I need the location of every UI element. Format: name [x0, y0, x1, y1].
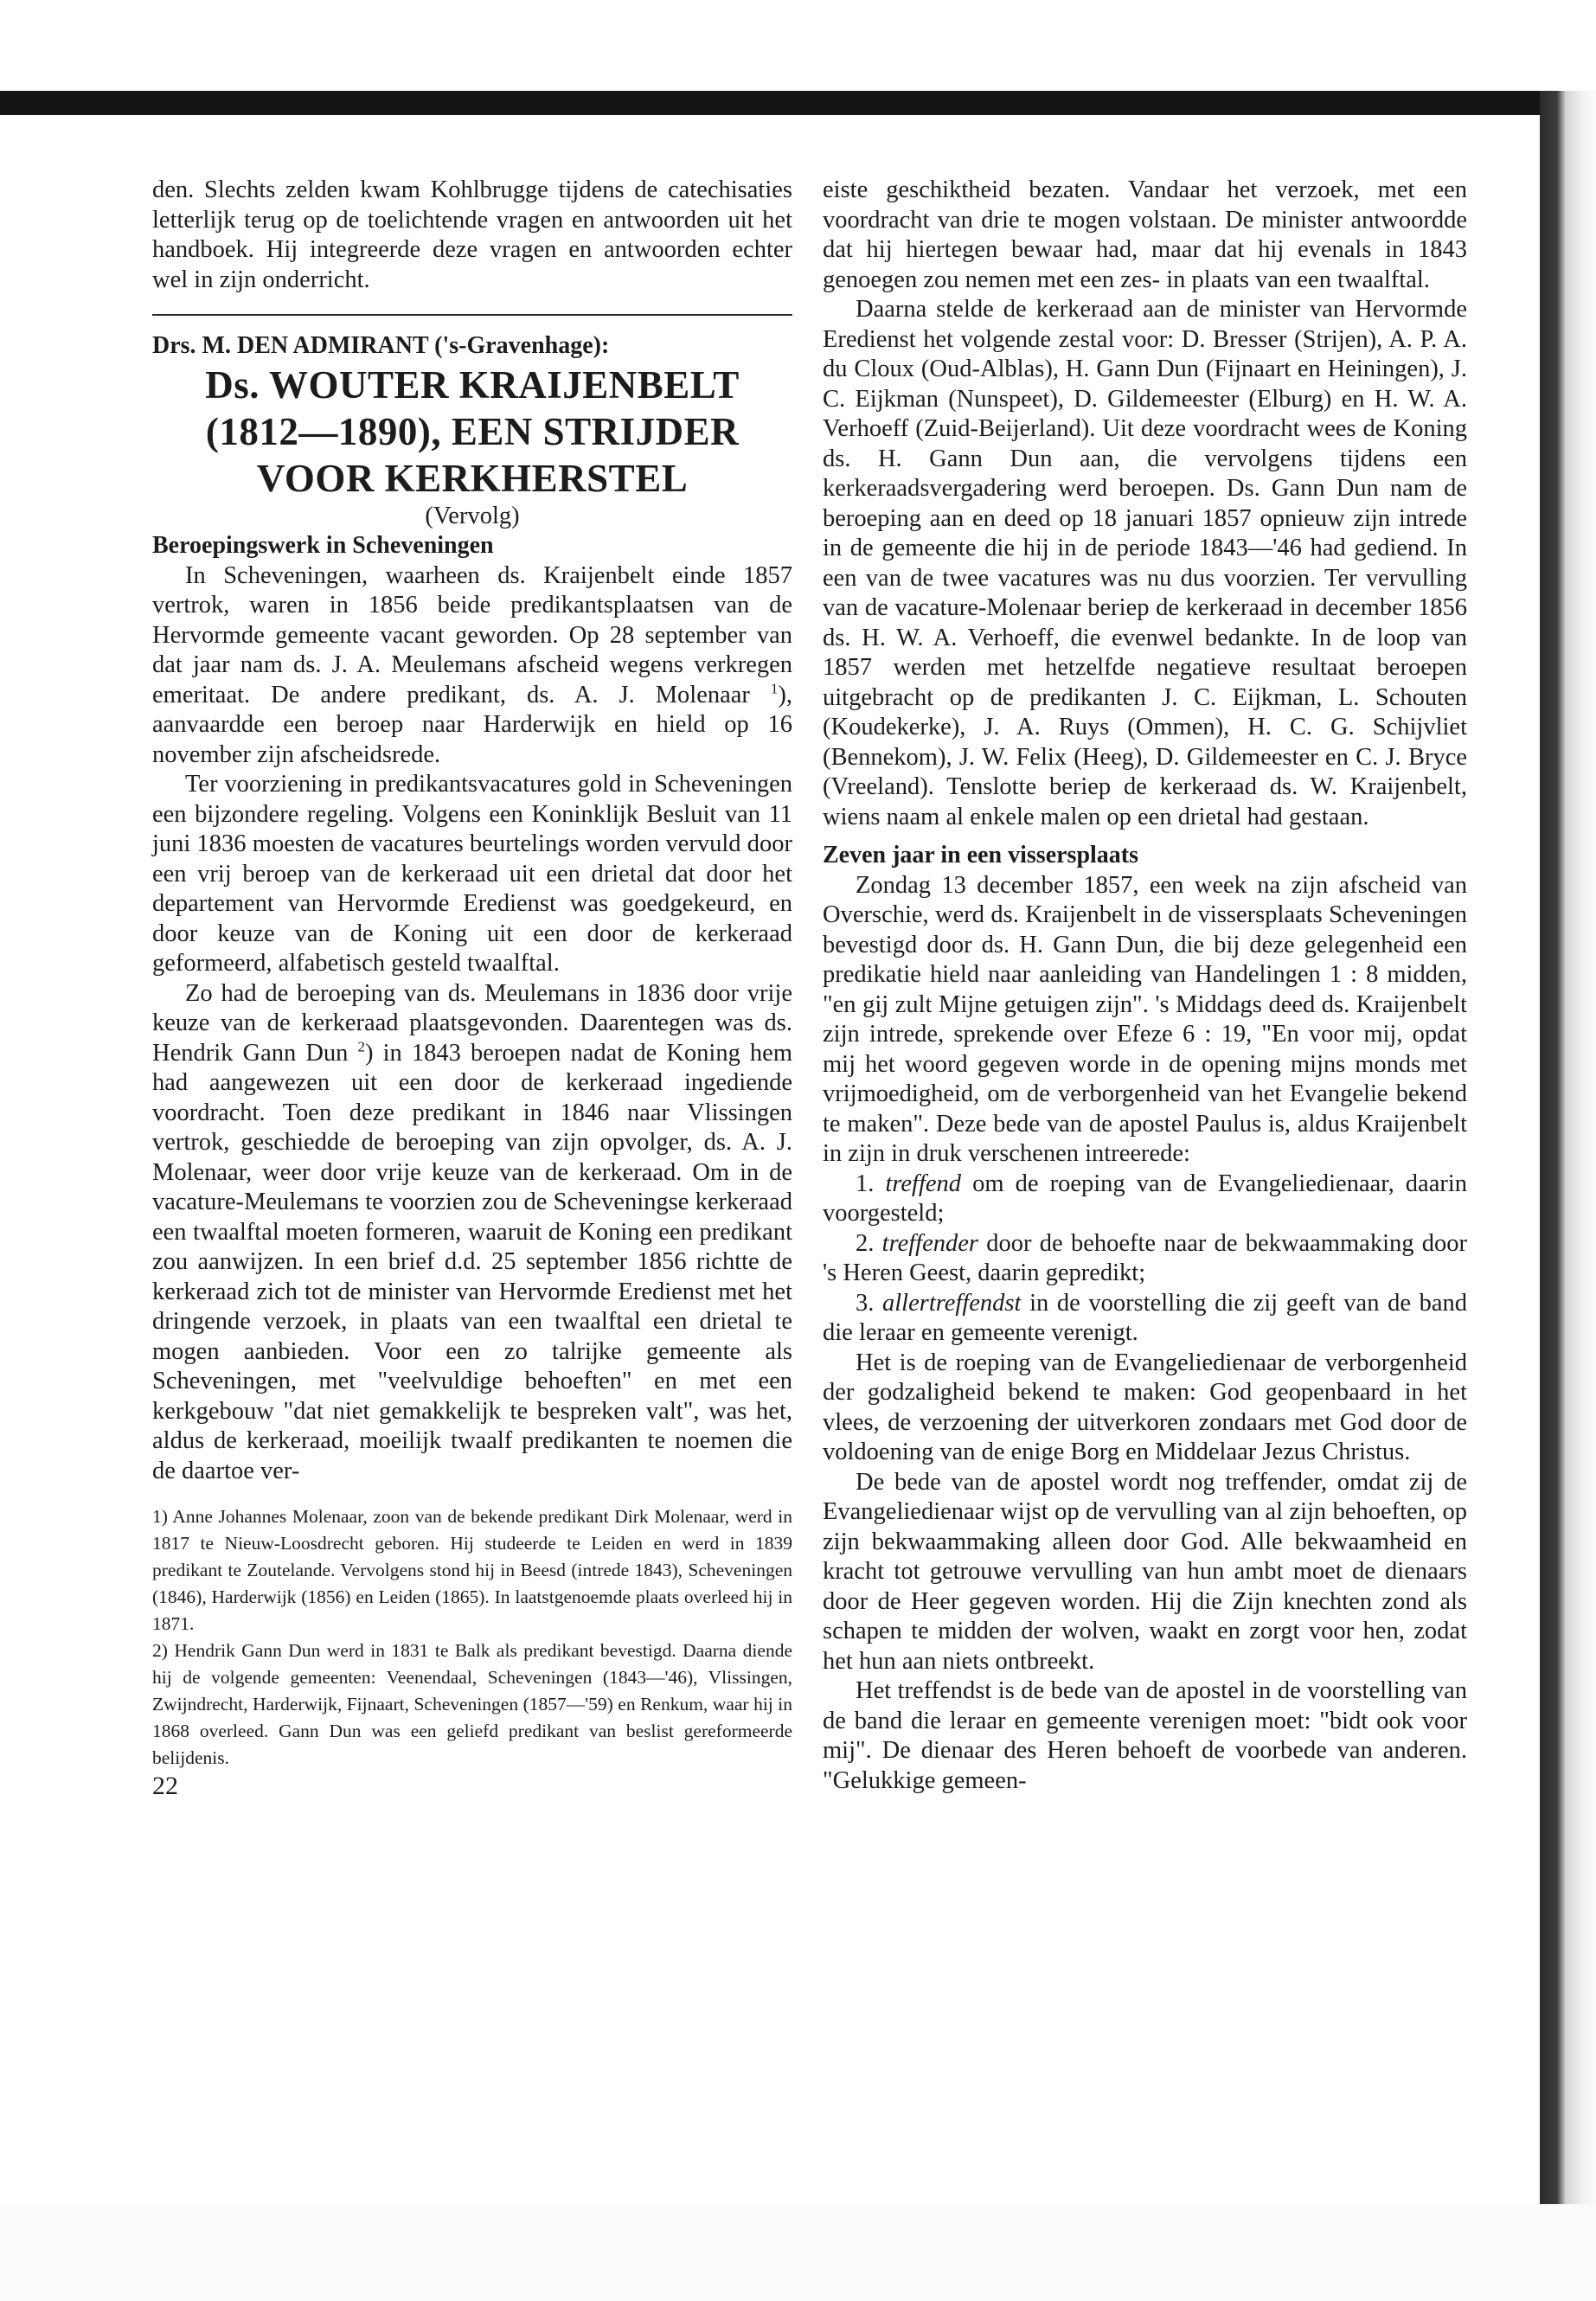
body-paragraph: Ter voorziening in predikantsvacatures gold in Scheveningen een bijzondere regeling. Volgens een Koninklijk Besluit van 11 juni 1836 moesten de vacatures beurtelings worden vervuld door een vrij beroep van de kerkeraad uit een drietal dat door het departement van Hervormde Eredienst was goedgekeurd, en door keuze van de Koning uit een door de kerkeraad geformeerd, alfabetisch gesteld twaalftal.	[152, 771, 792, 977]
scan-border-bottom	[0, 2204, 1596, 2301]
footnotes	[152, 1503, 792, 1772]
list-item-3: 3. allertreffendst in de voorstelling die zij geeft van de band die leraar en gemeente verenigt.	[823, 1289, 1467, 1346]
body-paragraph: De bede van de apostel wordt nog treffender, omdat zij de Evangeliedienaar wijst op de vervulling van al zijn behoeften, op zijn bekwaammaking alleen door God. Alle bekwaamheid en kracht tot getrouwe vervulling van hun ambt moet de dienaars door de Heer gegeven worden. Hij die Zijn knechten zond als schapen te midden der wolven, waakt en zorgt voor hen, zodat het hun aan niets ontbreekt.	[823, 1468, 1467, 1675]
body-paragraph: eiste geschiktheid bezaten. Vandaar het verzoek, met een voordracht van drie te mogen volstaan. De minister antwoordde dat hij hiertegen bewaar had, maar dat hij evenals in 1843 genoegen zou nemen met een zes- in plaats van een twaalftal.	[823, 176, 1467, 293]
intro-paragraph: den. Slechts zelden kwam Kohlbrugge tijdens de catechisaties letterlijk terug op de toelichtende vragen en antwoorden uit het handboek. Hij integreerde deze vragen en antwoorden echter wel in zijn onderricht.	[152, 176, 792, 293]
body-paragraph: Het treffendst is de bede van de apostel in de voorstelling van de band die leraar en gemeente verenigen moet: "bidt ook voor mij". De dienaar des Heren behoeft de voorbede van anderen. "Gelukkige gemeen-	[823, 1677, 1467, 1794]
list-item-2: 2. treffender door de behoefte naar de bekwaammaking door 's Heren Geest, daarin gepredikt;	[823, 1229, 1467, 1286]
footnote-2: 2) Hendrik Gann Dun werd in 1831 te Balk als predikant bevestigd. Daarna diende hij de volgende gemeenten: Veenendaal, Scheveningen (1843—'46), Vlissingen, Zwijndrecht, Harderwijk, Fijnaart, Scheveningen (1857—'59) en Renkum, waar hij in 1868 overleed. Gann Dun was een geliefd predikant van beslist gereformeerde belijdenis.	[152, 1640, 792, 1768]
body-paragraph: Zo had de beroeping van ds. Meulemans in 1836 door vrije keuze van de kerkeraad plaatsgevonden. Daarentegen was ds. Hendrik Gann Dun $^2$) in 1843 beroepen nadat de Koning hem had aangewezen uit een door de kerkeraad ingediende voordracht. Toen deze predikant in 1846 naar Vlissingen vertrok, geschiedde de beroeping van zijn opvolger, ds. A. J. Molenaar, weer door vrije keuze van de kerkeraad. Om in de vacature-Meulemans te voorzien zou de Scheveningse kerkeraad een twaalftal moeten formeren, waaruit de Koning een predikant zou aanwijzen. In een brief d.d. 25 september 1856 richtte de kerkeraad zich tot de minister van Hervormde Eredienst met het dringende verzoek, in plaats van een twaalftal een drietal te mogen aanbieden. Voor een zo talrijke gemeente als Scheveningen, met "veelvuldige behoeften" en met een kerkgebouw "dat niet gemakkelijk te bespreken valt", was het, aldus de kerkeraad, moeilijk twaalf predikanten te noemen die de daartoe ver-	[152, 979, 792, 1484]
list-item-1: 1. treffend om de roeping van de Evangeliedienaar, daarin voorgesteld;	[823, 1170, 1468, 1227]
section-heading-beroepingswerk: Beroepingswerk in Scheveningen	[152, 532, 494, 559]
scan-border-right	[1540, 91, 1596, 2301]
section-divider	[152, 314, 792, 316]
body-paragraph: Daarna stelde de kerkeraad aan de minister van Hervormde Eredienst het volgende zestal voor: D. Bresser (Strijen), A. P. A. du Cloux (Oud-Alblas), H. Gann Dun (Fijnaart en Heiningen), J. C. Eijkman (Nunspeet), D. Gildemeester (Elburg) en H. W. A. Verhoeff (Zuid-Beijerland). Uit deze voordracht wees de Koning ds. H. Gann Dun aan, die vervolgens tijdens een kerkeraadsvergadering werd beroepen. Ds. Gann Dun nam de beroeping aan en deed op 18 januari 1857 opnieuw zijn intrede in de gemeente die hij in de periode 1843—'46 had gediend. In een van de twee vacatures was nu dus voorzien. Ter vervulling van de vacature-Molenaar beriep de kerkeraad in december 1856 ds. H. W. A. Verhoeff, die evenwel bedankte. In de loop van 1857 werden met hetzelfde negatieve resultaat beroepen uitgebracht op de predikanten J. C. Eijkman, L. Schouten (Koudekerke), J. A. Ruys (Ommen), H. C. G. Schijvliet (Bennekom), J. W. Felix (Heeg), D. Gildemeester en C. J. Bryce (Vreeland). Tenslotte beriep de kerkeraad ds. W. Kraijenbelt, wiens naam al enkele malen op een drietal had gestaan.	[823, 296, 1467, 830]
scan-border-top	[0, 91, 1596, 115]
body-paragraph: Zondag 13 december 1857, een week na zijn afscheid van Overschie, werd ds. Kraijenbelt in de vissersplaats Scheveningen bevestigd door ds. H. Gann Dun, die bij deze gelegenheid een predikatie hield naar aanleiding van Handelingen 1 : 8 midden, "en gij zult Mijne getuigen zijn". 's Middags deed ds. Kraijenbelt zijn intrede, sprekende over Efeze 6 : 19, "En voor mij, opdat mij het woord gegeven worde in de opening mijns monds met vrijmoedigheid, om de verborgenheid van het Evangelie bekend te maken". Deze bede van de apostel Paulus is, aldus Kraijenbelt in zijn in druk verschenen intreerede:	[823, 871, 1467, 1167]
article-subtitle: (Vervolg)	[425, 502, 520, 529]
body-paragraph: Het is de roeping van de Evangeliedienaar de verborgenheid der godzaligheid bekend te maken: God geopenbaard in het vlees, de verzoening der uitverkoren zondaars met God door de voldoening van de enige Borg en Middelaar Jezus Christus.	[823, 1349, 1467, 1465]
body-paragraph: In Scheveningen, waarheen ds. Kraijenbelt einde 1857 vertrok, waren in 1856 beide predikantsplaatsen van de Hervormde gemeente vacant geworden. Op 28 september van dat jaar nam ds. J. A. Meulemans afscheid wegens verkregen emeritaat. De andere predikant, ds. A. J. Molenaar $^1$), aanvaardde een beroep naar Harderwijk en hield op 16 november zijn afscheidsrede.	[152, 561, 793, 768]
footnote-ref-2: 2	[357, 1038, 366, 1054]
article-title-line-3: VOOR KERKHERSTEL	[256, 456, 689, 500]
footnote-1: 1) Anne Johannes Molenaar, zoon van de bekende predikant Dirk Molenaar, werd in 1817 te Nieuw-Loosdrecht geboren. Hij studeerde te Leiden en werd in 1839 predikant te Zoutelande. Vervolgens stond hij in Beesd (intrede 1843), Scheveningen (1846), Harderwijk (1856) en Leiden (1865). In laatstgenoemde plaats overleed hij in 1871.	[152, 1506, 792, 1634]
left-column	[152, 176, 792, 1802]
page-number: 22	[152, 1772, 178, 1800]
article-title-line-2: (1812—1890), EEN STRIJDER	[205, 409, 740, 453]
right-column	[823, 176, 1467, 1796]
article-title-line-1: Ds. WOUTER KRAIJENBELT	[205, 362, 740, 407]
footnote-ref-1: 1	[770, 680, 779, 696]
document-page	[9, 115, 1540, 2204]
section-heading-vissersplaats: Zeven jaar in een vissersplaats	[823, 842, 1139, 868]
article-author: Drs. M. DEN ADMIRANT ('s-Gravenhage):	[152, 332, 610, 359]
